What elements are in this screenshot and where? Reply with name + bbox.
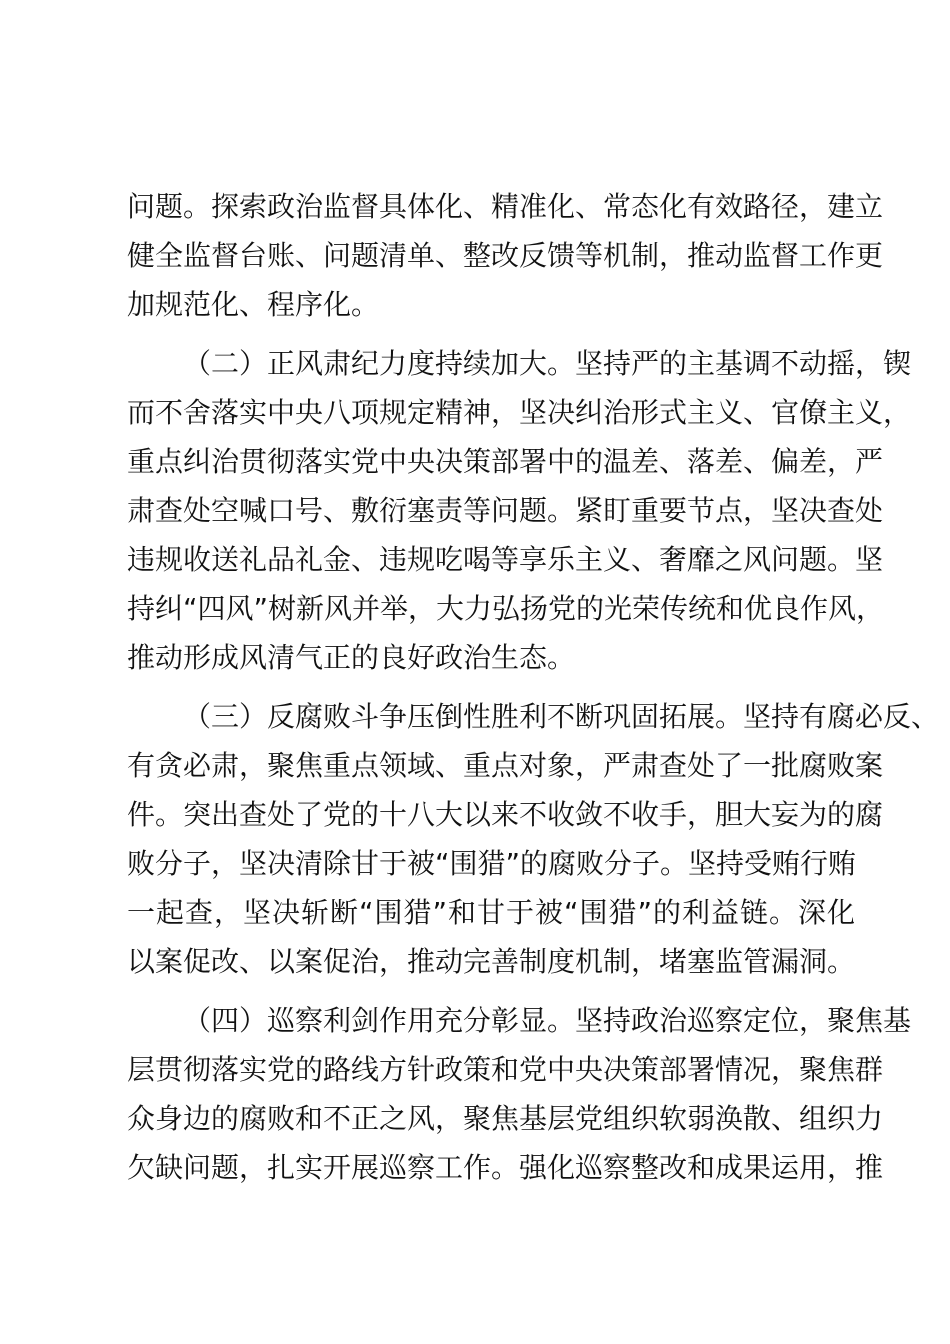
text-line: 肃查处空喊口号、敷衍塞责等问题。紧盯重要节点，坚决查处	[127, 494, 884, 527]
body-text	[127, 182, 940, 1192]
paragraph-heading-line: （三）反腐败斗争压倒性胜利不断巩固拓展。坚持有腐必反、	[183, 700, 940, 733]
text-line: 重点纠治贯彻落实党中央决策部署中的温差、落差、偏差，严	[127, 445, 884, 478]
text-line: 众身边的腐败和不正之风，聚焦基层党组织软弱涣散、组织力	[127, 1102, 884, 1135]
text-line: 健全监督台账、问题清单、整改反馈等机制，推动监督工作更	[127, 239, 884, 272]
text-line: 推动形成风清气正的良好政治生态。	[127, 641, 576, 674]
paragraph-heading-line: （二）正风肃纪力度持续加大。坚持严的主基调不动摇，锲	[183, 347, 912, 380]
text-line: 败分子，坚决清除甘于被“围猎”的腐败分子。坚持受贿行贿	[127, 847, 857, 880]
text-line: 违规收送礼品礼金、违规吃喝等享乐主义、奢靡之风问题。坚	[127, 543, 884, 576]
text-line: 有贪必肃，聚焦重点领域、重点对象，严肃查处了一批腐败案	[127, 749, 884, 782]
text-line: 问题。探索政治监督具体化、精准化、常态化有效路径，建立	[127, 190, 884, 223]
text-line: 层贯彻落实党的路线方针政策和党中央决策部署情况，聚焦群	[127, 1053, 884, 1086]
text-line: 加规范化、程序化。	[127, 288, 380, 321]
text-line: 以案促改、以案促治，推动完善制度机制，堵塞监管漏洞。	[127, 945, 856, 978]
text-line: 欠缺问题，扎实开展巡察工作。强化巡察整改和成果运用，推	[127, 1151, 884, 1184]
text-line: 件。突出查处了党的十八大以来不收敛不收手，胆大妄为的腐	[127, 798, 884, 831]
text-line: 而不舍落实中央八项规定精神，坚决纠治形式主义、官僚主义，	[127, 396, 912, 429]
text-line: 一起查，坚决斩断“围猎”和甘于被“围猎”的利益链。深化	[127, 896, 855, 929]
text-line: 持纠“四风”树新风并举，大力弘扬党的光荣传统和优良作风，	[127, 592, 885, 625]
paragraph-heading-line: （四）巡察利剑作用充分彰显。坚持政治巡察定位，聚焦基	[183, 1004, 912, 1037]
